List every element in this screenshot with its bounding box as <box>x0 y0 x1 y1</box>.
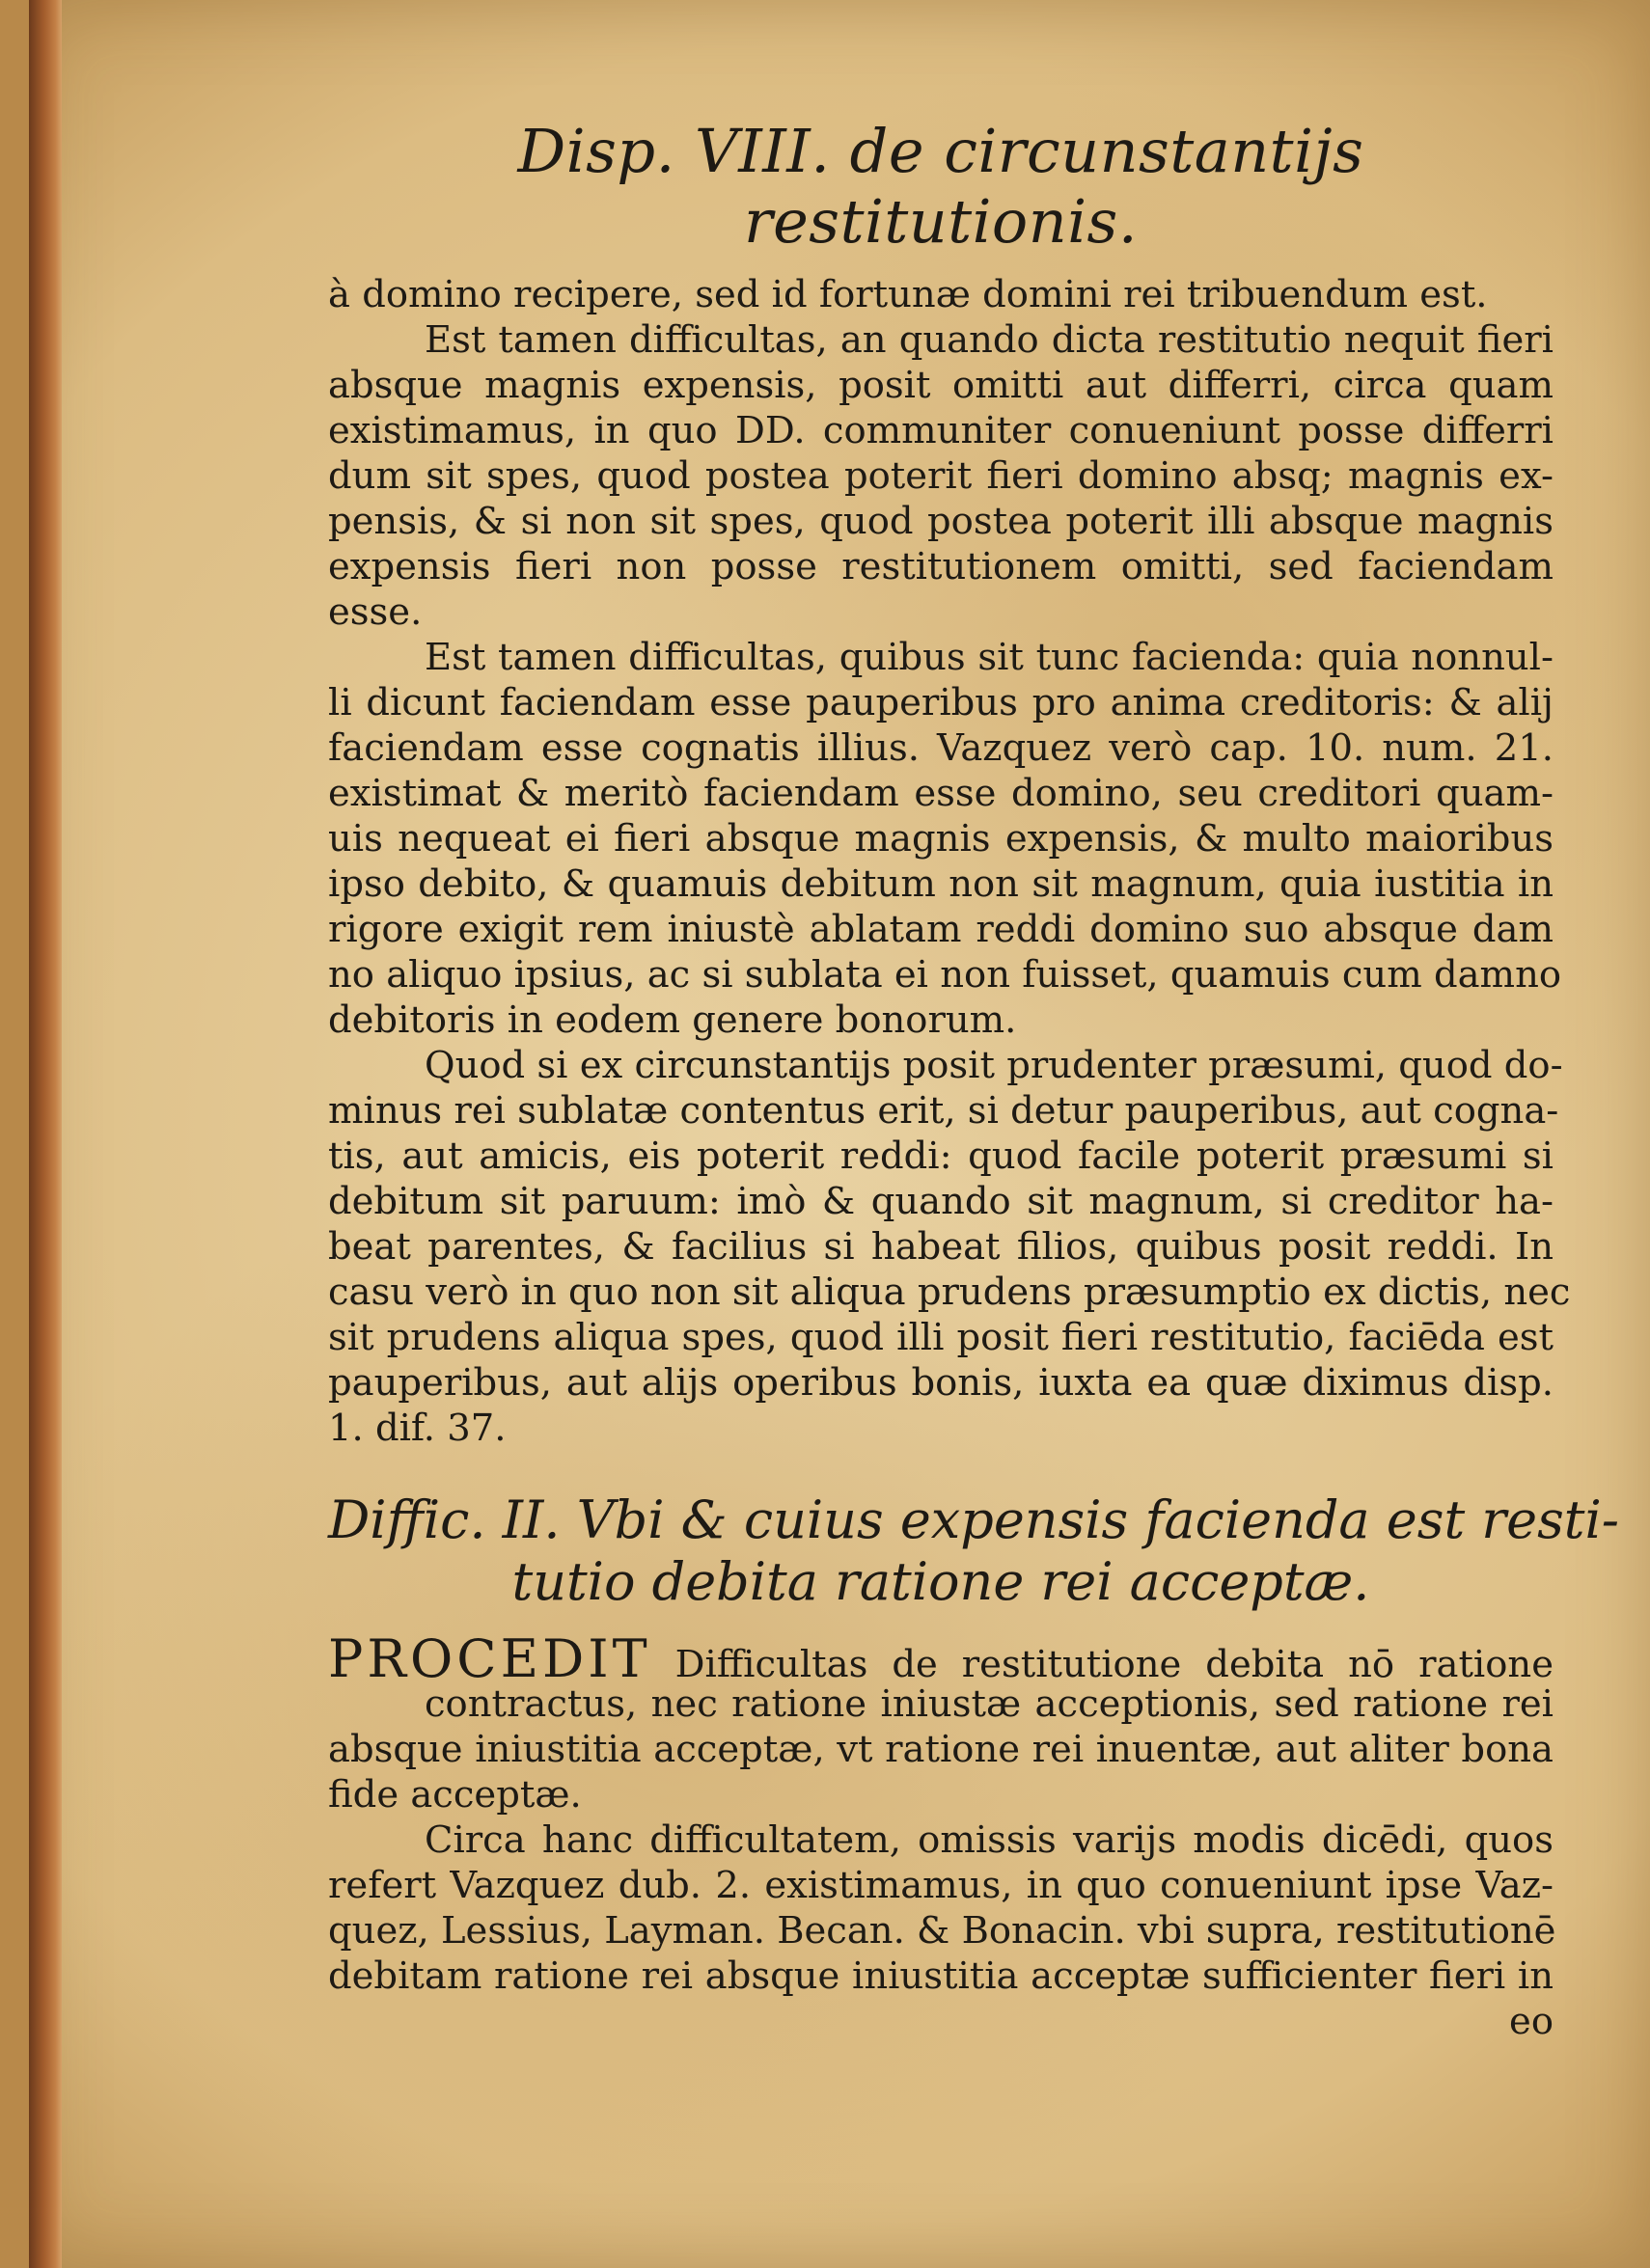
text-line: à domino recipere, sed id fortunæ domini rei tribuendum est. <box>328 273 1488 316</box>
text-line: casu verò in quo non sit aliqua prudens præsumptio ex dictis, nec <box>328 1271 1571 1314</box>
text-line: Est tamen difficultas, quibus sit tunc facienda: quia nonnul- <box>425 636 1554 679</box>
section-heading-line: tutio debita ratione rei acceptæ. <box>511 1551 1370 1612</box>
text-line: debitum sit paruum: imò & quando sit magnum, si creditor ha- <box>328 1180 1554 1223</box>
text-block <box>328 116 1620 2044</box>
text-line <box>328 1628 1554 1689</box>
text-line-rest: Difficultas de restitutione debita nō ratione <box>650 1643 1554 1686</box>
text-line: absque magnis expensis, posit omitti aut differri, circa quam <box>328 364 1554 407</box>
text-line: rigore exigit rem iniustè ablatam reddi domino suo absque dam <box>328 908 1554 951</box>
text-line: absque iniustitia acceptæ, vt ratione rei inuentæ, aut aliter bona <box>328 1728 1554 1771</box>
paragraph-2 <box>328 635 1562 1043</box>
text-line: pauperibus, aut alijs operibus bonis, iuxta ea quæ diximus disp. <box>328 1361 1554 1405</box>
text-line: Est tamen difficultas, an quando dicta restitutio nequit fieri <box>425 318 1554 362</box>
running-head: Disp. VIII. de circunstantijs restitutionis. <box>517 116 1364 257</box>
text-line: existimat & meritò faciendam esse domino, seu creditori quam- <box>328 772 1554 815</box>
paragraph-5 <box>328 1817 1554 1999</box>
paragraph-3 <box>328 1043 1571 1451</box>
text-line: debitoris in eodem genere bonorum. <box>328 998 1017 1042</box>
text-line: refert Vazquez dub. 2. existimamus, in quo conueniunt ipse Vaz- <box>328 1864 1554 1907</box>
text-line: fide acceptæ. <box>328 1773 582 1817</box>
book-page <box>29 0 1650 2268</box>
text-line: Quod si ex circunstantijs posit prudenter præsumi, quod do- <box>425 1044 1563 1087</box>
text-line: tis, aut amicis, eis poterit reddi: quod facile poterit præsumi si <box>328 1134 1554 1178</box>
text-line: li dicunt faciendam esse pauperibus pro anima creditoris: & alij <box>328 681 1554 724</box>
drop-cap-word: PROCEDIT <box>328 1628 651 1689</box>
text-line: faciendam esse cognatis illius. Vazquez verò cap. 10. num. 21. <box>328 726 1554 770</box>
text-line: ipso debito, & quamuis debitum non sit magnum, quia iustitia in <box>328 862 1554 906</box>
text-line: contractus, nec ratione iniustæ acceptionis, sed ratione rei <box>425 1682 1554 1726</box>
text-line: uis nequeat ei fieri absque magnis expensis, & multo maioribus <box>328 817 1554 861</box>
text-line: 1. dif. 37. <box>328 1407 507 1450</box>
text-line: no aliquo ipsius, ac si sublata ei non fuisset, quamuis cum damno <box>328 953 1562 997</box>
text-line: quez, Lessius, Layman. Becan. & Bonacin. vbi supra, restitutionē <box>328 1909 1556 1953</box>
text-line: beat parentes, & facilius si habeat filios, quibus posit reddi. In <box>328 1225 1554 1269</box>
paragraph-0 <box>328 272 1554 317</box>
catchword: eo <box>1509 2000 1554 2043</box>
text-line: esse. <box>328 590 423 634</box>
text-line: debitam ratione rei absque iniustitia acceptæ sufficienter fieri in <box>328 1954 1554 1998</box>
section-heading-line: Diffic. II. Vbi & cuius expensis facienda est resti- <box>328 1489 1620 1550</box>
text-line: expensis fieri non posse restitutionem omitti, sed faciendam <box>328 545 1554 588</box>
text-line: minus rei sublatæ contentus erit, si detur pauperibus, aut cogna- <box>328 1089 1559 1133</box>
section-heading <box>328 1489 1620 1613</box>
text-line: Circa hanc difficultatem, omissis varijs modis dicēdi, quos <box>425 1818 1554 1862</box>
paragraph-4 <box>328 1628 1554 1817</box>
text-line: existimamus, in quo DD. communiter conueniunt posse differri <box>328 409 1554 452</box>
text-line: pensis, & si non sit spes, quod postea poterit illi absque magnis <box>328 500 1554 543</box>
paragraph-1 <box>328 317 1554 635</box>
text-line: sit prudens aliqua spes, quod illi posit fieri restitutio, faciēda est <box>328 1316 1554 1359</box>
text-line: dum sit spes, quod postea poterit fieri domino absq; magnis ex- <box>328 454 1554 498</box>
book-spine <box>29 0 62 2268</box>
